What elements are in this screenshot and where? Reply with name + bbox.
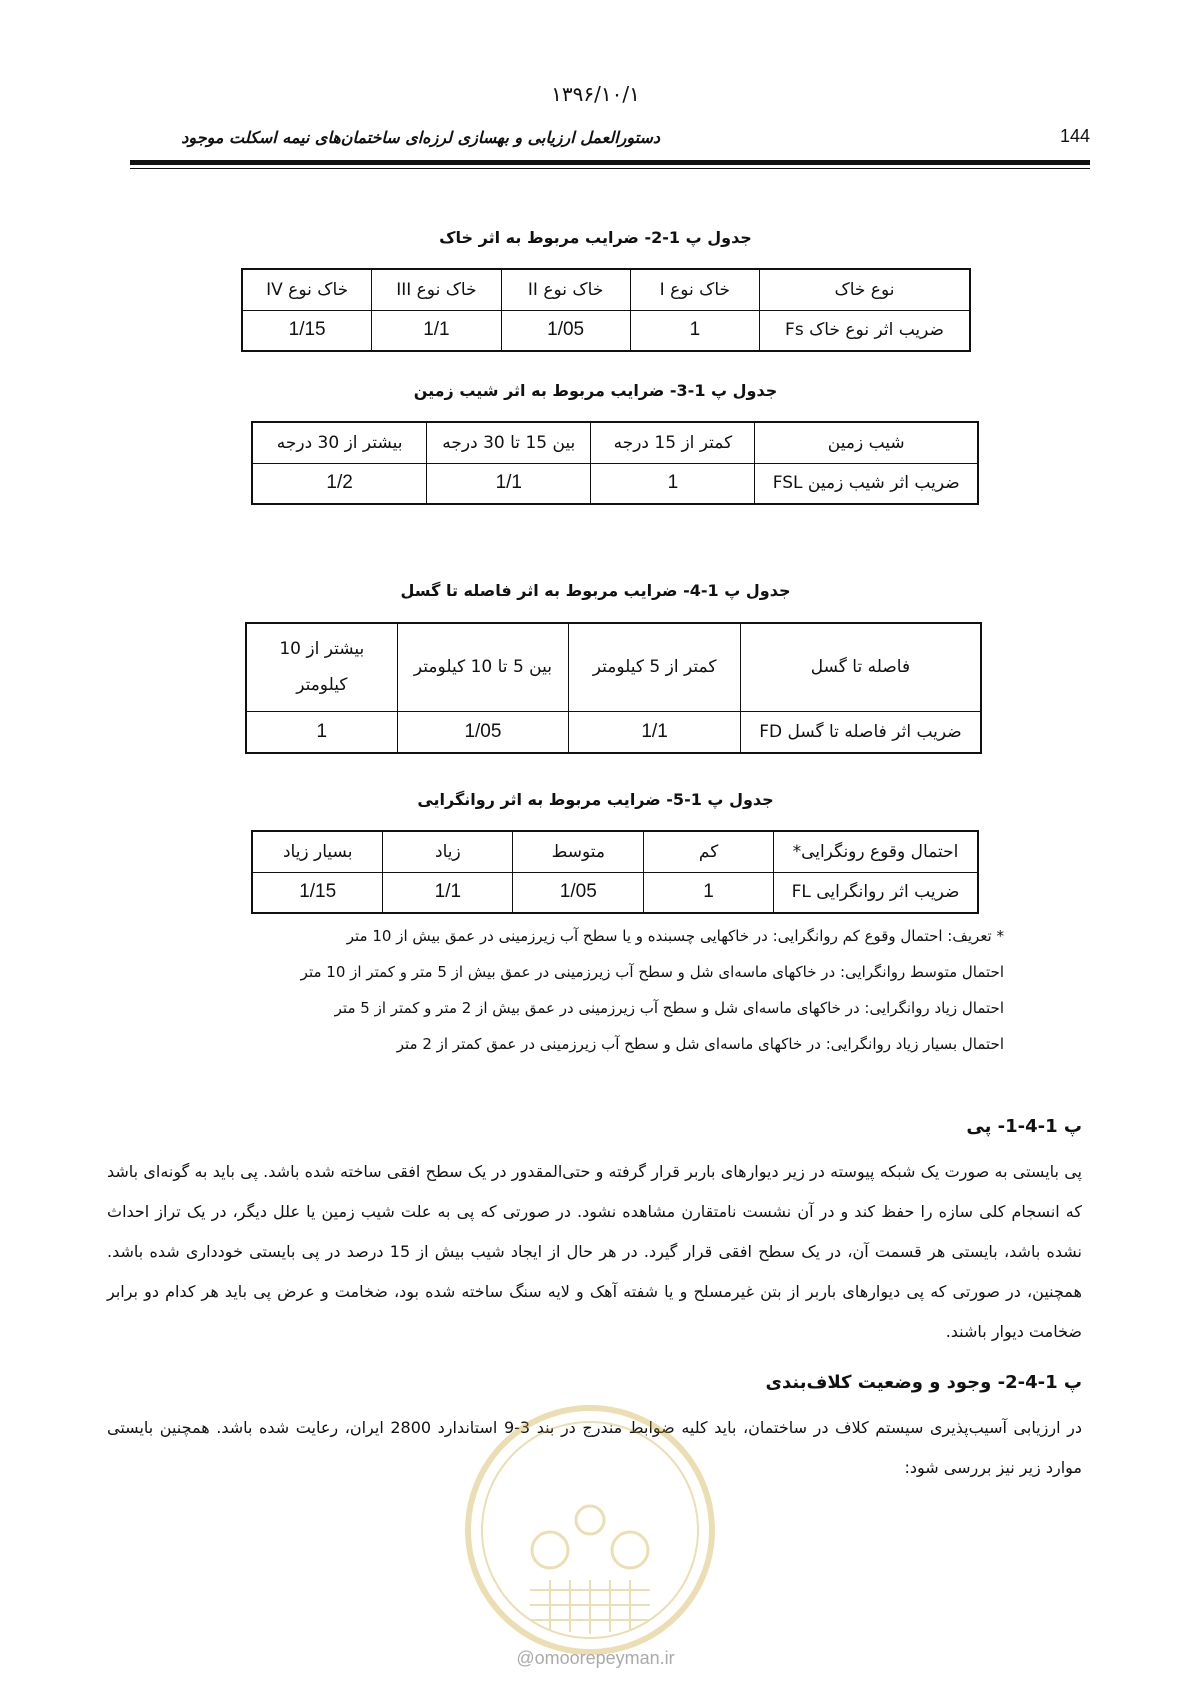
- table-header-cell: شیب زمین: [755, 422, 978, 463]
- table-header-cell: کم: [644, 831, 774, 872]
- section-heading-ties: پ 1-4-2- وجود و وضعیت کلاف‌بندی: [765, 1372, 1082, 1393]
- table-cell: [246, 711, 397, 753]
- table-header-cell: احتمال وقوع رونگرایی*: [773, 831, 978, 872]
- table-cell: [630, 310, 759, 351]
- watermark-logo-icon: [460, 1400, 720, 1660]
- table-cell: [372, 310, 501, 351]
- note-line: احتمال زیاد روانگرایی: در خاکهای ماسه‌ای شل و سطح آب زیرزمینی در عمق بیش از 2 متر و کمتر از 5 متر: [334, 999, 1004, 1017]
- table-cell-value: 1/15: [299, 881, 337, 903]
- table-row-label: ضریب اثر نوع خاک Fs: [759, 310, 970, 351]
- table-header-cell: متوسط: [513, 831, 644, 872]
- table-cell: [427, 463, 591, 504]
- table-cell-value: 1/1: [495, 472, 522, 494]
- table-cell: [252, 872, 383, 913]
- table-cell-value: 1: [703, 881, 714, 903]
- document-title: دستورالعمل ارزیابی و بهسازی لرزه‌ای ساختمان‌های نیمه اسکلت موجود: [181, 128, 660, 147]
- table-header-cell: خاک نوع II: [501, 269, 630, 310]
- table-cell: [569, 711, 741, 753]
- table-header-cell: کمتر از 15 درجه: [591, 422, 755, 463]
- note-line: احتمال متوسط روانگرایی: در خاکهای ماسه‌ای شل و سطح آب زیرزمینی در عمق بیش از 5 متر و کمتر از 10 متر: [300, 963, 1004, 981]
- table-header-cell: خاک نوع I: [630, 269, 759, 310]
- table-header-cell: فاصله تا گسل: [740, 623, 981, 711]
- table-cell: [383, 872, 513, 913]
- table-cell: [242, 310, 372, 351]
- table-caption-liquefaction: جدول پ 1-5- ضرایب مربوط به اثر روانگرایی: [417, 790, 774, 809]
- page-number: 144: [1059, 126, 1090, 146]
- header-rule: [130, 160, 1090, 165]
- table-cell: [501, 310, 630, 351]
- table-row-label: ضریب اثر فاصله تا گسل FD: [740, 711, 981, 753]
- table-header-cell: خاک نوع IV: [242, 269, 372, 310]
- watermark-url: @omoorepeyman.ir: [516, 1648, 675, 1668]
- table-cell: [591, 463, 755, 504]
- page-date: ۱۳۹۶/۱۰/۱: [551, 82, 640, 106]
- table-header-cell: بین 5 تا 10 کیلومتر: [397, 623, 569, 711]
- table-cell-value: 1/15: [288, 319, 326, 341]
- table-header-cell: نوع خاک: [759, 269, 970, 310]
- table-cell: [397, 711, 569, 753]
- note-line: * تعریف: احتمال وقوع کم روانگرایی: در خاکهایی چسبنده و یا سطح آب زیرزمینی در عمق بیش از 10 متر: [346, 927, 1004, 945]
- table-cell: [644, 872, 774, 913]
- table-header-cell: زیاد: [383, 831, 513, 872]
- table-cell-value: 1/1: [641, 720, 668, 742]
- table-header-cell: کمتر از 5 کیلومتر: [569, 623, 741, 711]
- table-cell-value: 1/05: [547, 319, 585, 341]
- liquefaction-table: [251, 830, 979, 914]
- fault-distance-table: [245, 622, 982, 754]
- liquefaction-notes: [204, 918, 1004, 1062]
- table-cell: [252, 463, 427, 504]
- table-cell-value: 1/05: [464, 720, 502, 742]
- table-cell-value: 1/1: [434, 881, 462, 903]
- table-header-cell: خاک نوع III: [372, 269, 501, 310]
- table-cell-value: 1: [667, 472, 679, 494]
- table-header-cell: بین 15 تا 30 درجه: [427, 422, 591, 463]
- soil-effect-table: [241, 268, 971, 352]
- table-row-label: ضریب اثر روانگرایی FL: [773, 872, 978, 913]
- table-caption-fault: جدول پ 1-4- ضرایب مربوط به اثر فاصله تا گسل: [400, 581, 791, 600]
- slope-effect-table: [251, 421, 979, 505]
- table-cell-value: 1/2: [326, 472, 353, 494]
- table-row-label: ضریب اثر شیب زمین FSL: [755, 463, 978, 504]
- table-cell-value: 1/1: [423, 319, 450, 341]
- table-header-cell: بیشتر از 30 درجه: [252, 422, 427, 463]
- table-caption-soil: جدول پ 1-2- ضرایب مربوط به اثر خاک: [439, 228, 752, 247]
- note-line: احتمال بسیار زیاد روانگرایی: در خاکهای ماسه‌ای شل و سطح آب زیرزمینی در عمق کمتر از 2 متر: [396, 1035, 1004, 1053]
- table-header-cell: بسیار زیاد: [252, 831, 383, 872]
- section-heading-foundation: پ 1-4-1- پی: [966, 1116, 1082, 1137]
- table-cell-value: 1: [689, 319, 701, 341]
- table-cell-value: 1/05: [559, 881, 597, 903]
- ties-paragraph: در ارزیابی آسیب‌پذیری سیستم کلاف در ساختمان، باید کلیه ضوابط مندرج در بند 3-9 استاندارد 2800 ایران، رعایت شده باشد. همچنین بایستی موارد زیر نیز بررسی شود:: [107, 1418, 1083, 1477]
- table-cell: [513, 872, 644, 913]
- table-caption-slope: جدول پ 1-3- ضرایب مربوط به اثر شیب زمین: [413, 381, 778, 400]
- header-rule-thin: [130, 168, 1090, 169]
- table-header-cell: بیشتر از 10 کیلومتر: [246, 623, 397, 711]
- table-cell-value: 1: [316, 720, 328, 742]
- foundation-paragraph: پی بایستی به صورت یک شبکه پیوسته در زیر دیوارهای باربر قرار گرفته و حتی‌المقدور در یک سطح افقی ساخته شده باشد. پی باید به گونه‌ای باشد که انسجام کلی سازه را حفظ کند و در آن نشست نامتقارن مشاهده نشود. در صورتی که پی به علت شیب زمین یا علل دیگر، در یک تراز احداث نشده باشد، بایستی هر قسمت آن، در یک سطح افقی قرار گیرد. در هر حال از ایجاد شیب بیش از 15 درصد در پی بایستی خودداری شده باشد. همچنین، در صورتی که پی دیوارهای باربر از بتن غیرمسلح و یا شفته آهک و لایه سنگ ساخته شده بود، ضخامت و عرض پی باید هر کدام دو برابر ضخامت دیوار باشند.: [107, 1162, 1083, 1341]
